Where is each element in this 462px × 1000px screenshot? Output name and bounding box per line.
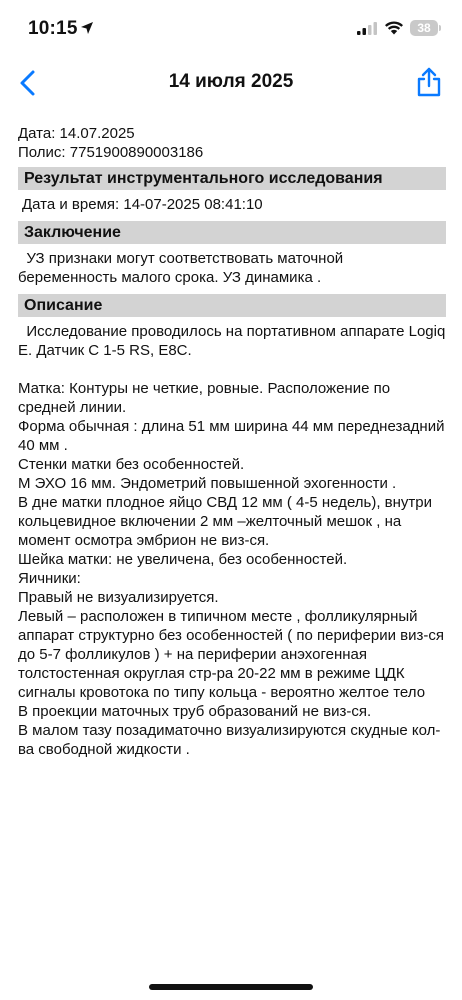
description-line: В малом тазу позадиматочно визуализируются скудные кол-ва свободной жидкости . <box>18 722 441 758</box>
section-header-result: Результат инструментального исследования <box>18 167 446 190</box>
description-line: М ЭХО 16 мм. Эндометрий повышенной эхогенности . <box>18 475 397 492</box>
exam-datetime: Дата и время: 14-07-2025 08:41:10 <box>22 196 263 213</box>
description-line: Левый – расположен в типичном месте , фолликулярный аппарат структурно без особенностей ( по периферии виз-ся до 5-7 фолликулов ) + на периферии анэхогенная толстостенная округлая стр-ра 20-22 мм в режиме ЦДК сигналы кровотока по типу кольца - вероятно желтое тело <box>18 608 444 701</box>
wifi-icon <box>384 20 404 35</box>
description-line: Шейка матки: не увеличена, без особенностей. <box>18 551 348 568</box>
description-line: В проекции маточных труб образований не виз-ся. <box>18 703 372 720</box>
description-line: Яичники: <box>18 570 81 587</box>
conclusion-text: УЗ признаки могут соответствовать маточной беременность малого срока. УЗ динамика . <box>18 250 348 286</box>
description-body <box>18 379 446 759</box>
share-icon <box>419 69 439 95</box>
description-line: В дне матки плодное яйцо СВД 12 мм ( 4-5 недель), внутри кольцевидное включении 2 мм –желточный мешок , на момент осмотра эмбрион не виз-ся. <box>18 494 433 549</box>
battery-icon: 38 <box>410 20 438 36</box>
status-bar <box>0 0 462 58</box>
back-button[interactable] <box>14 68 42 98</box>
description-intro: Исследование проводилось на портативном аппарате Logiq E. Датчик C 1-5 RS, E8C. <box>18 323 450 359</box>
report-date: Дата: 14.07.2025 <box>18 125 135 142</box>
location-arrow-icon <box>80 21 94 35</box>
page-title: 14 июля 2025 <box>168 71 294 92</box>
section-header-description: Описание <box>18 294 446 317</box>
signal-icon <box>357 22 377 35</box>
share-button[interactable] <box>414 66 444 98</box>
description-line: Форма обычная : длина 51 мм ширина 44 мм переднезадний 40 мм . <box>18 418 445 454</box>
battery-tip <box>439 25 441 31</box>
policy-number: Полис: 7751900890003186 <box>18 144 204 161</box>
description-line: Стенки матки без особенностей. <box>18 456 245 473</box>
section-header-conclusion: Заключение <box>18 221 446 244</box>
report-content <box>18 124 450 759</box>
status-time: 10:15 <box>28 18 78 39</box>
chevron-left-icon <box>22 72 33 94</box>
nav-bar <box>0 58 462 108</box>
description-line: Правый не визуализируется. <box>18 589 219 606</box>
home-indicator[interactable] <box>149 984 313 990</box>
description-line: Матка: Контуры не четкие, ровные. Расположение по средней линии. <box>18 380 391 416</box>
